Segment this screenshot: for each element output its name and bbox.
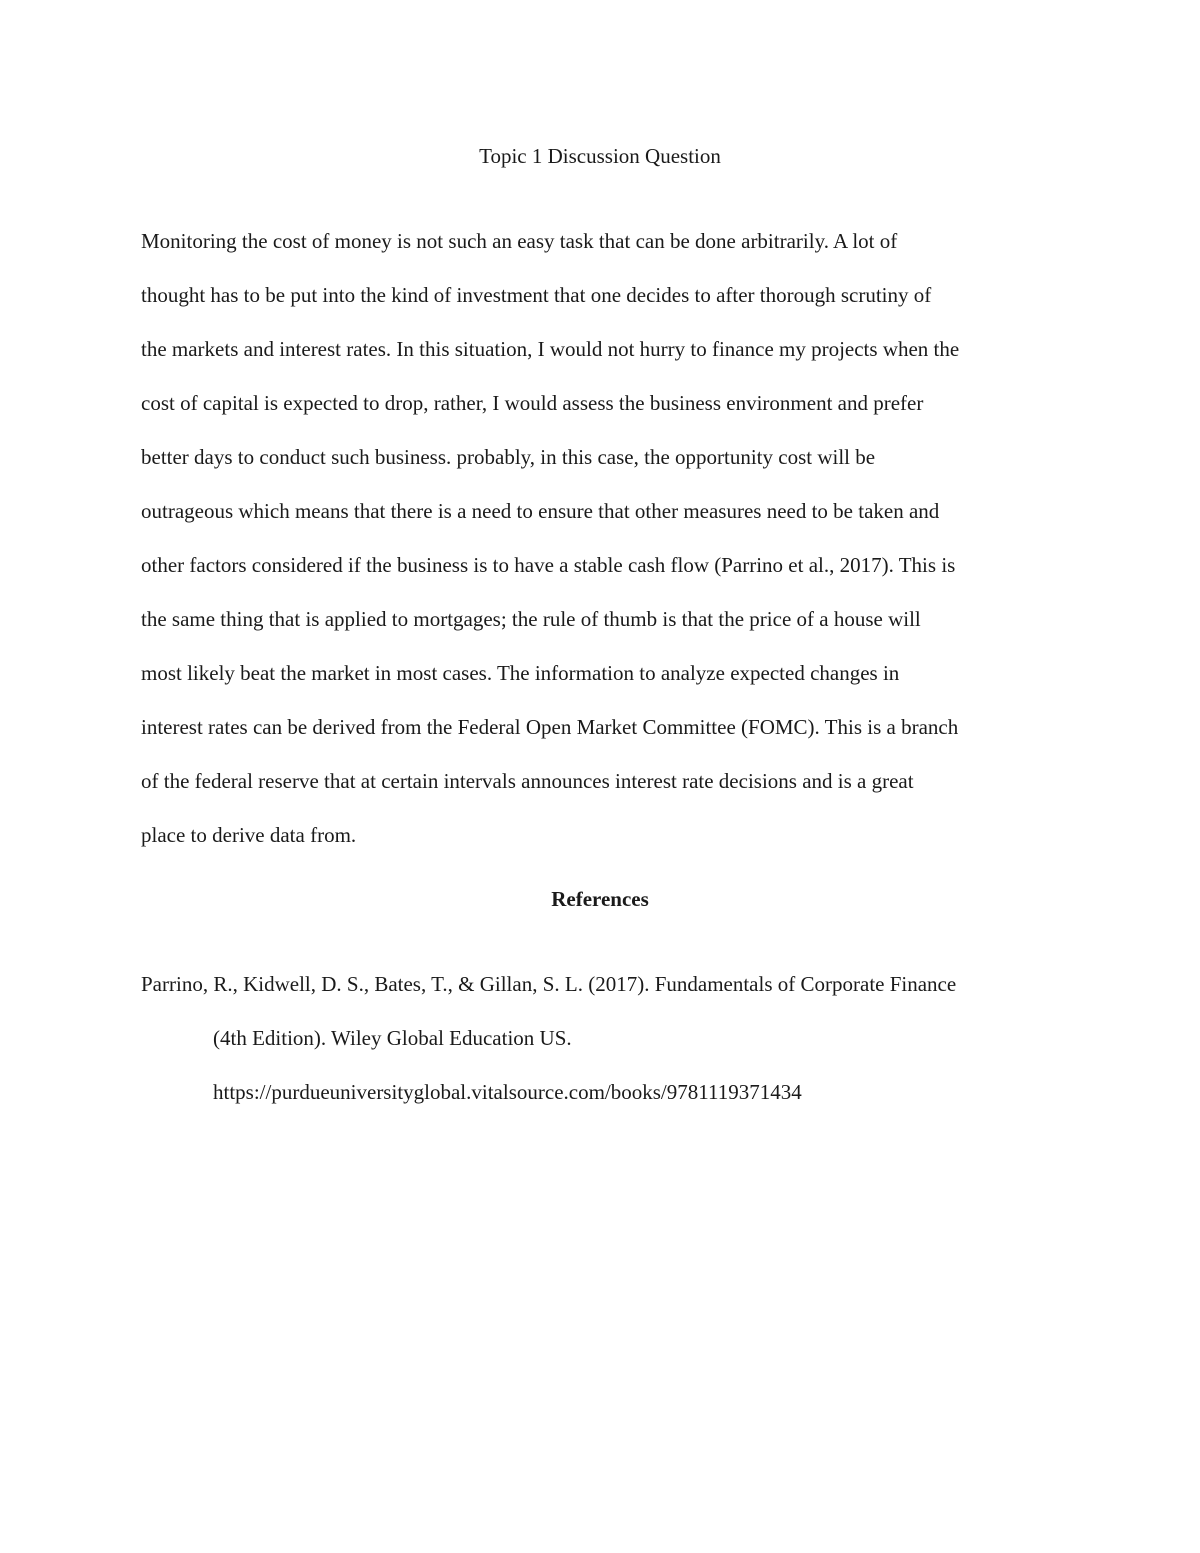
body-line: Monitoring the cost of money is not such an easy task that can be done arbitrarily. A lot of [141,229,898,253]
body-line: most likely beat the market in most cases. The information to analyze expected changes in [141,661,900,685]
body-line: the markets and interest rates. In this situation, I would not hurry to finance my projects when the [141,337,960,361]
body-line: place to derive data from. [141,823,357,847]
reference-entry [141,957,1081,1119]
document-title: Topic 1 Discussion Question [479,144,721,168]
references-heading: References [551,887,649,911]
body-line: outrageous which means that there is a need to ensure that other measures need to be taken and [141,499,940,523]
reference-line: (4th Edition). Wiley Global Education US. [213,1026,572,1050]
body-line: interest rates can be derived from the Federal Open Market Committee (FOMC). This is a branch [141,715,959,739]
body-line: of the federal reserve that at certain intervals announces interest rate decisions and is a great [141,769,914,793]
body-line: thought has to be put into the kind of investment that one decides to after thorough scrutiny of [141,283,932,307]
reference-line: Parrino, R., Kidwell, D. S., Bates, T., & Gillan, S. L. (2017). Fundamentals of Corporate Finance [141,972,957,996]
body-line: other factors considered if the business is to have a stable cash flow (Parrino et al., 2017). This is [141,553,956,577]
reference-url: https://purdueuniversityglobal.vitalsource.com/books/9781119371434 [213,1080,802,1104]
body-line: cost of capital is expected to drop, rather, I would assess the business environment and prefer [141,391,924,415]
body-line: the same thing that is applied to mortgages; the rule of thumb is that the price of a house will [141,607,921,631]
body-line: better days to conduct such business. probably, in this case, the opportunity cost will be [141,445,876,469]
body-paragraph [141,214,1081,862]
